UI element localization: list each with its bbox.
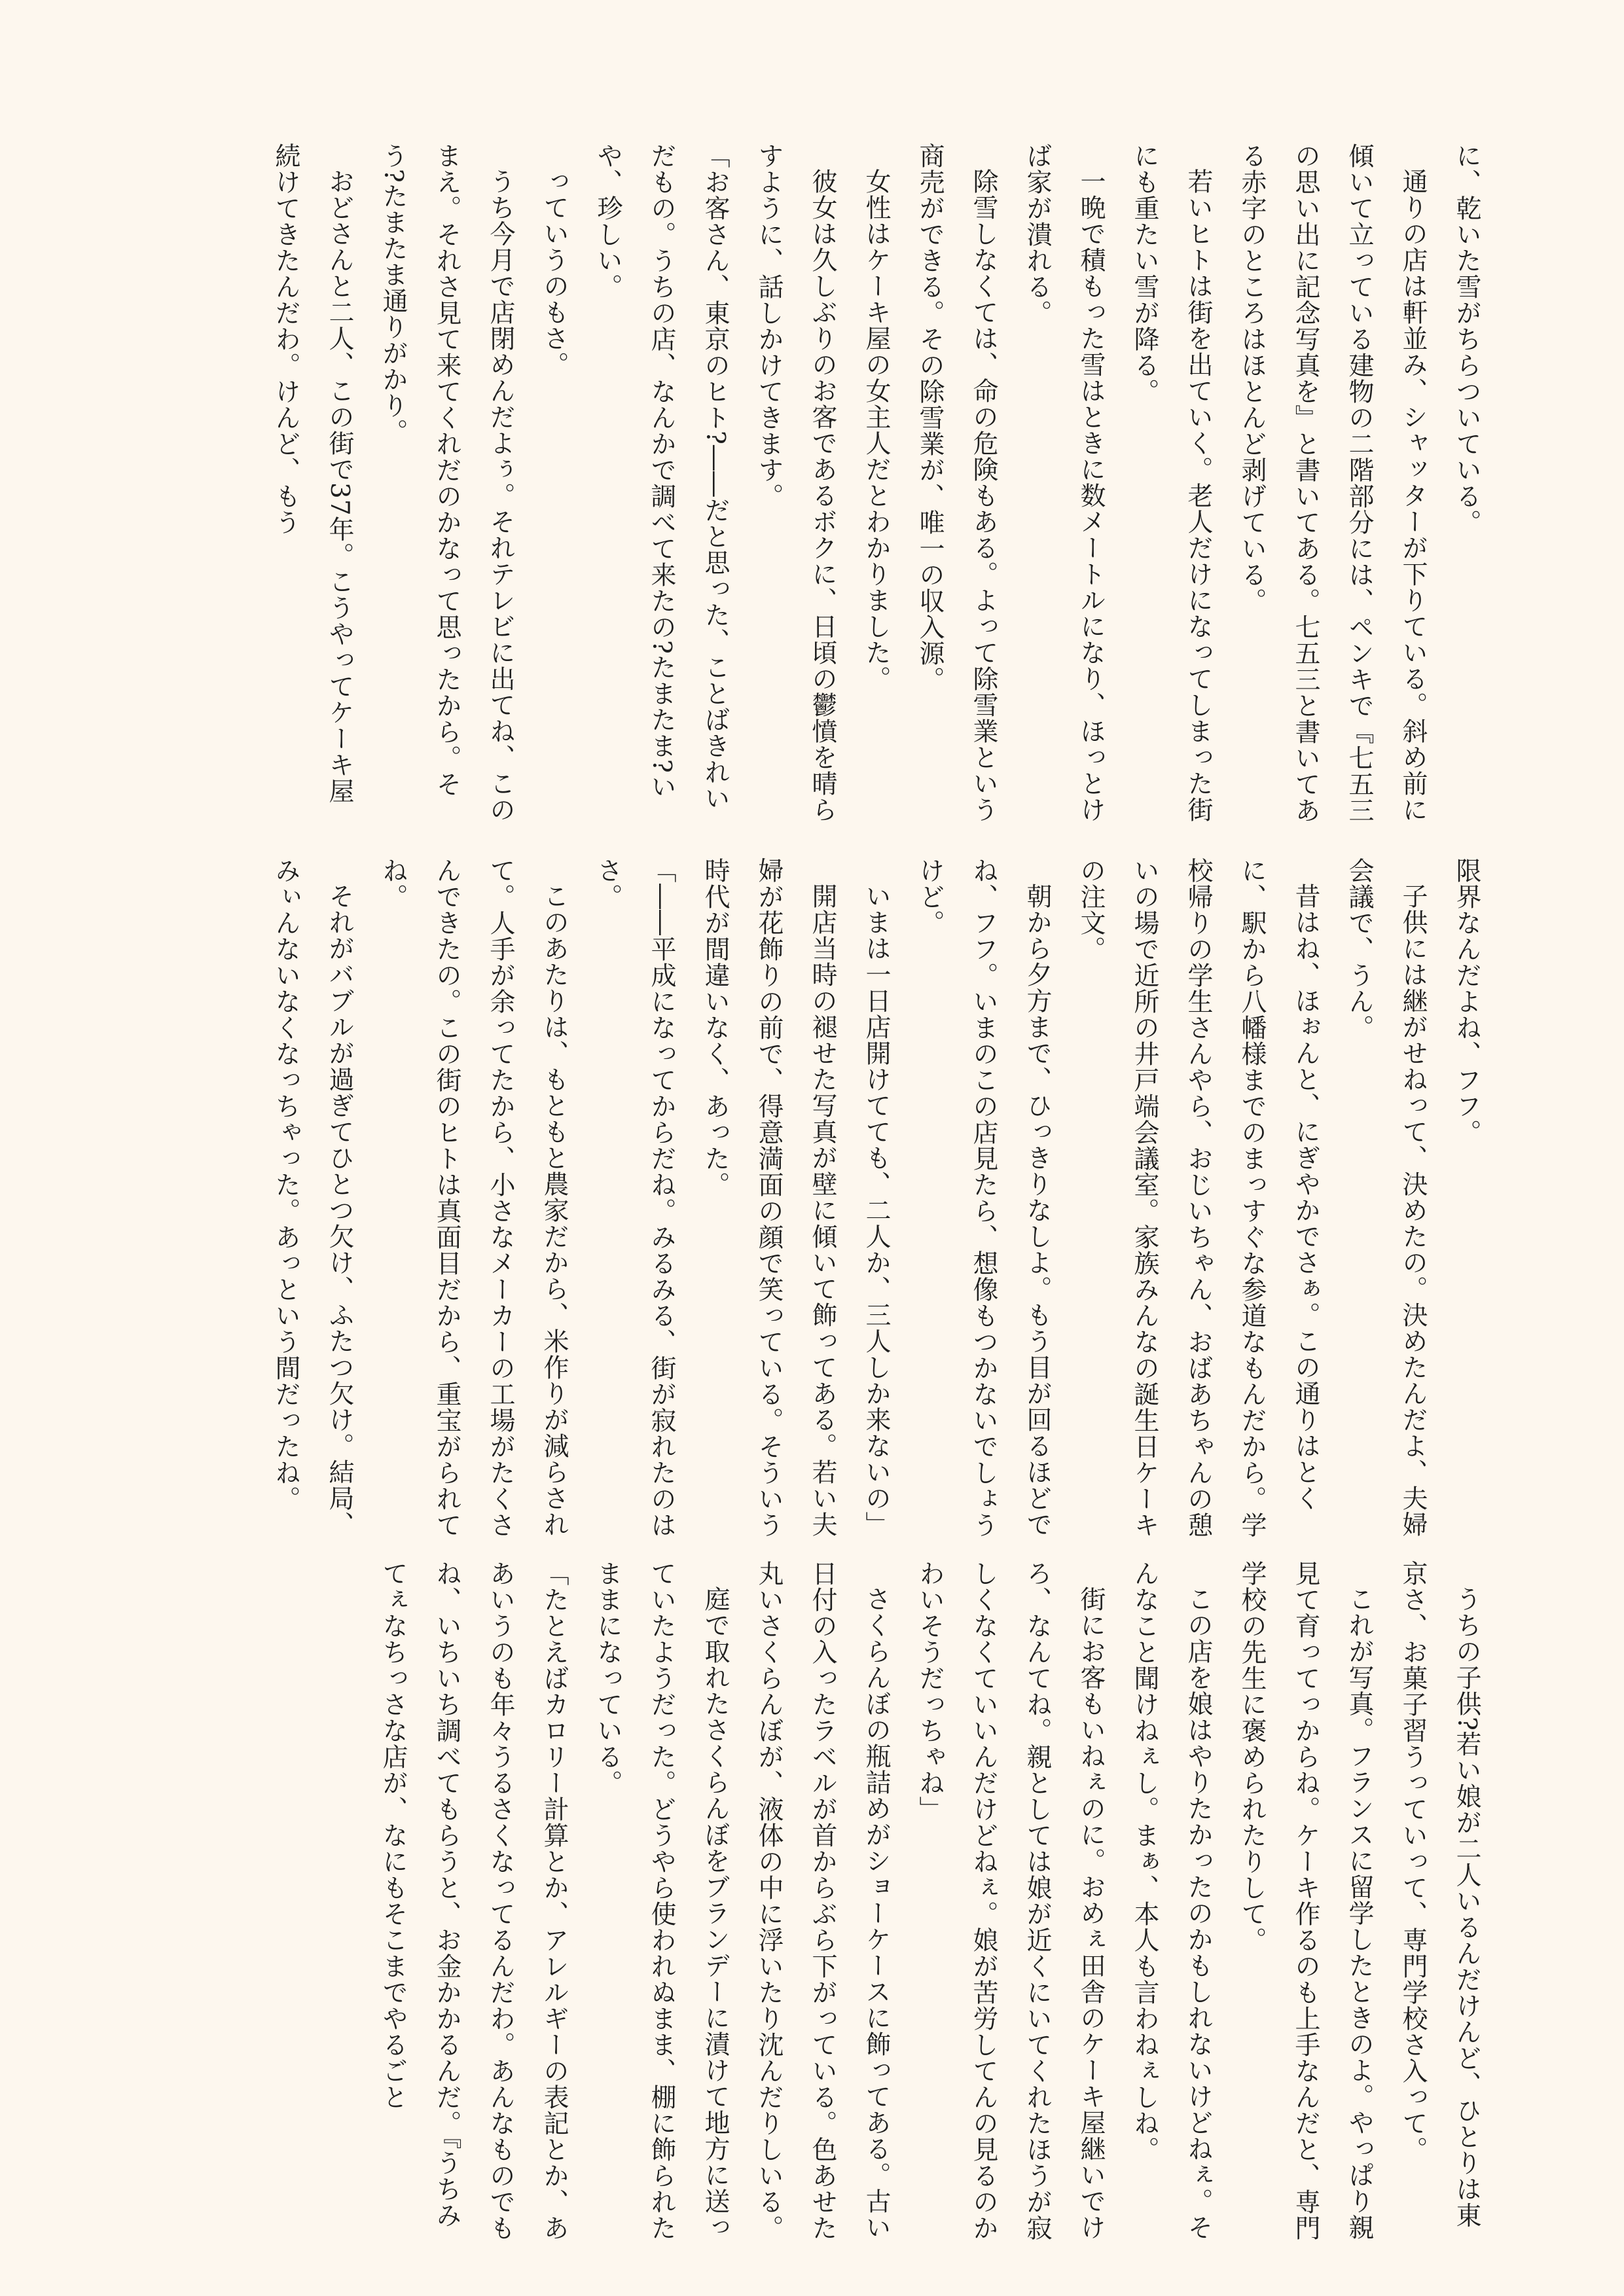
paragraph: 限界なんだよね、フフ。 [1452,857,1481,1145]
paragraph: 彼女は久しぶりのお客であるボクに、日頃の鬱憤を晴らすように、話しかけてきます。 [754,143,837,823]
paragraph: 一晩で積もった雪はときに数メートルになり、ほっとけば家が潰れる。 [1022,143,1106,823]
paragraph: 子供には継がせねって、決めたの。決めたんだよ、夫婦会議で、うん。 [1344,857,1428,1537]
paragraph: 若いヒトは街を出ていく。老人だけになってしまった街にも重たい雪が降る。 [1130,143,1213,823]
paragraph: 「たとえばカロリー計算とか、アレルギーの表記とか、ああいうのも年々うるさくなってるんだわ。あんなものでもね、いちいち調べてもらうと、お金かかるんだ。『うちみてぇなちっさな店が、なにもそこまでやるごと [378,1560,569,2241]
paragraph: いまは一日店開けてても、二人か、三人しか来ないの」 [861,883,891,1537]
paragraph: 昔はね、ほぉんと、にぎやかでさぁ。この通りはとくに、駅から八幡様までのまっすぐな参道なもんだから。学校帰りの学生さんやら、おじいちゃん、おばあちゃんの憩いの場で近所の井戸端会議室。家族みんなの誕生日ケーキの注文。 [1076,857,1320,1538]
paragraph: さくらんぼの瓶詰めがショーケースに飾ってある。古い日付の入ったラベルが首からぶら下がっている。色あせた丸いさくらんぼが、液体の中に浮いたり沈んだりしいる。 [754,1560,891,2241]
paragraph: この店を娘はやりたかったのかもしれないけどねぇ。そんなこと聞けねぇし。まぁ、本人も言わねぇしね。 [1130,1560,1213,2240]
text-block-bottom [131,1560,1493,2248]
paragraph: 朝から夕方まで、ひっきりなしよ。もう目が回るほどでね、フフ。いまのこの店見たら、想像もつかないでしょうけど。 [915,857,1052,1538]
paragraph: 街にお客もいねぇのに。おめぇ田舎のケーキ屋継いでけろ、なんてね。親としては娘が近くにいてくれたほうが寂しくなくていいんだけどねぇ。娘が苦労してんの見るのかわいそうだっちゃね」 [915,1560,1106,2241]
paragraph: に、乾いた雪がちらついている。 [1452,143,1481,535]
paragraph: うちの子供?若い娘が二人いるんだけんど、ひとりは東京さ、お菓子習うっていって、専門学校さ入って。 [1398,1560,1481,2229]
paragraph: 除雪しなくては、命の危険もある。よって除雪業という商売ができる。その除雪業が、唯一の収入源。 [915,143,998,823]
paragraph: それがバブルが過ぎてひとつ欠け、ふたつ欠け。結局、みぃんないなくなっちゃった。あっという間だったね。 [271,857,354,1537]
paragraph: これが写真。フランスに留学したときのよ。やっぱり親見て育ってっからね。ケーキ作るのも上手なんだと、専門学校の先生に褒められたりして。 [1237,1560,1374,2241]
paragraph: このあたりは、もともと農家だから、米作りが減らされて。人手が余ってたから、小さなメーカーの工場がたくさんできたの。この街のヒトは真面目だから、重宝がられてね。 [378,857,569,1538]
paragraph: 「お客さん、東京のヒト?――だと思った、ことばきれいだもの。うちの店、なんかで調べて来たの?たまたま?いや、珍しい。 [593,143,730,812]
paragraph: 女性はケーキ屋の女主人だとわかりました。 [861,168,891,692]
paragraph: うち今月で店閉めんだよぅ。それテレビに出てね、このまえ。それさ見て来てくれだのかなって思ったから。そう?たまたま通りがかり。 [378,143,515,823]
paragraph: 通りの店は軒並み、シャッターが下りている。斜め前に傾いて立っている建物の二階部分には、ペンキで『七五三の思い出に記念写真を』と書いてある。七五三と書いてある赤字のところはほとんど剥げている。 [1237,143,1428,823]
paragraph: っていうのもさ。 [539,168,569,378]
paragraph: 開店当時の褪せた写真が壁に傾いて飾ってある。若い夫婦が花飾りの前で、得意満面の顔で笑っている。そういう時代が間違いなく、あった。 [700,857,837,1538]
text-block-middle [131,857,1493,1545]
text-block-top [131,143,1493,830]
paragraph: 庭で取れたさくらんぼをブランデーに漬けて地方に送っていたようだった。どうやら使われぬまま、棚に飾られたままになっている。 [593,1560,730,2241]
paragraph: おどさんと二人、この街で37年。こうやってケーキ屋続けてきたんだわ。けんど、もう [271,143,354,804]
paragraph: 「――平成になってからだね。みるみる、街が寂れたのはさ。 [593,857,676,1538]
